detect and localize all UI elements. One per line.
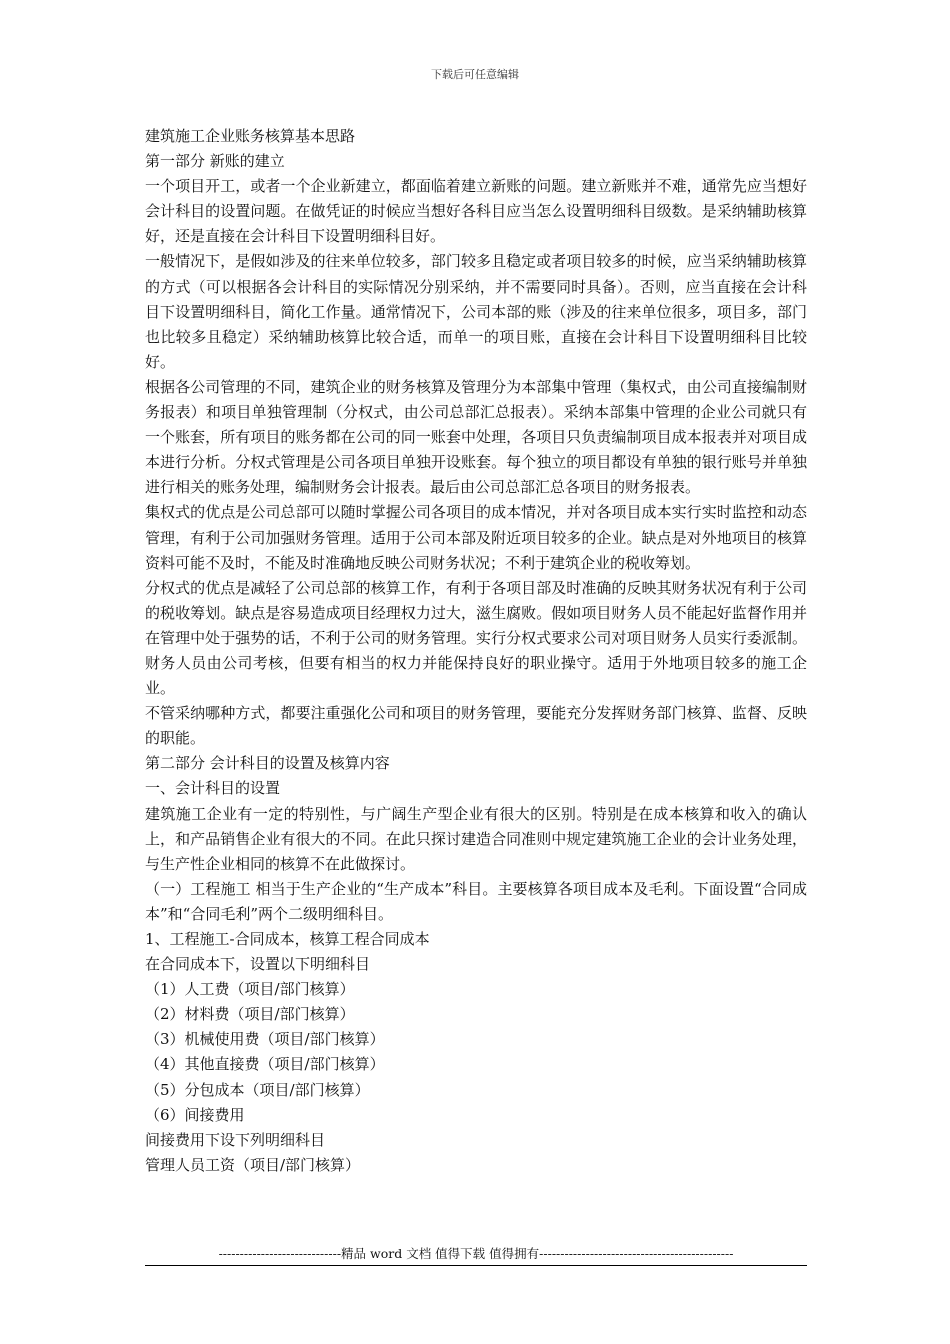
paragraph: 一个项目开工，或者一个企业新建立，都面临着建立新账的问题。建立新账并不难，通常先应当想好会计科目的设置问题。在做凭证的时候应当想好各科目应当怎么设置明细科目级数。是采纳辅助核算好，还是直接在会计科目下设置明细科目好。 [145,177,807,246]
document-body [145,124,807,1178]
list-item: （3）机械使用费（项目/部门核算） [145,1030,385,1049]
list-item: （6）间接费用 [145,1105,245,1124]
paragraph: 分权式的优点是减轻了公司总部的核算工作，有利于各项目部及时准确的反映其财务状况有利于公司的税收筹划。缺点是容易造成项目经理权力过大，滋生腐败。假如项目财务人员不能起好监督作用并在管理中处于强势的话，不利于公司的财务管理。实行分权式要求公司对项目财务人员实行委派制。财务人员由公司考核，但要有相当的权力并能保持良好的职业操守。适用于外地项目较多的施工企业。 [145,578,807,698]
paragraph: 集权式的优点是公司总部可以随时掌握公司各项目的成本情况，并对各项目成本实行实时监控和动态管理，有利于公司加强财务管理。适用于公司本部及附近项目较多的企业。缺点是对外地项目的核算资料可能不及时，不能及时准确地反映公司财务状况；不利于建筑企业的税收筹划。 [145,503,807,572]
section-heading: 第二部分 会计科目的设置及核算内容 [145,754,390,773]
footer-banner: -----------------------------精品 word 文档 值得下载 值得拥有---------------------------------------------- [145,1244,807,1266]
list-item: （4）其他直接费（项目/部门核算） [145,1055,385,1074]
paragraph: 在合同成本下，设置以下明细科目 [145,955,371,974]
list-item: （1）人工费（项目/部门核算） [145,980,355,999]
header-note: 下载后可任意编辑 [431,68,519,81]
paragraph: 一般情况下，是假如涉及的往来单位较多，部门较多且稳定或者项目较多的时候，应当采纳辅助核算的方式（可以根据各会计科目的实际情况分别采纳，并不需要同时具备）。否则，应当直接在会计科目下设置明细科目，简化工作量。通常情况下，公司本部的账（涉及的往来单位很多，项目多，部门也比较多且稳定）采纳辅助核算比较合适，而单一的项目账，直接在会计科目下设置明细科目比较好。 [145,252,807,371]
document-title: 建筑施工企业账务核算基本思路 [145,127,356,145]
paragraph: （一）工程施工 相当于生产企业的“生产成本”科目。主要核算各项目成本及毛利。下面设置“合同成本”和“合同毛利”两个二级明细科目。 [145,879,807,923]
list-item: （5）分包成本（项目/部门核算） [145,1080,370,1099]
list-heading: 1、工程施工-合同成本，核算工程合同成本 [145,930,430,948]
paragraph: 不管采纳哪种方式，都要注重强化公司和项目的财务管理，要能充分发挥财务部门核算、监督、反映的职能。 [145,704,807,748]
paragraph: 建筑施工企业有一定的特别性，与广阔生产型企业有很大的区别。特别是在成本核算和收入的确认上，和产品销售企业有很大的不同。在此只探讨建造合同准则中规定建筑施工企业的会计业务处理，与生产性企业相同的核算不在此做探讨。 [145,804,807,873]
paragraph: 管理人员工资（项目/部门核算） [145,1155,361,1174]
section-heading: 第一部分 新账的建立 [145,152,285,171]
paragraph: 间接费用下设下列明细科目 [145,1130,326,1149]
paragraph: 根据各公司管理的不同，建筑企业的财务核算及管理分为本部集中管理（集权式，由公司直接编制财务报表）和项目单独管理制（分权式，由公司总部汇总报表）。采纳本部集中管理的企业公司就只有一个账套，所有项目的账务都在公司的同一账套中处理，各项目只负责编制项目成本报表并对项目成本进行分析。分权式管理是公司各项目单独开设账套。每个独立的项目都设有单独的银行账号并单独进行相关的账务处理，编制财务会计报表。最后由公司总部汇总各项目的财务报表。 [145,377,807,497]
subsection-heading: 一、会计科目的设置 [145,779,281,798]
list-item: （2）材料费（项目/部门核算） [145,1005,355,1024]
